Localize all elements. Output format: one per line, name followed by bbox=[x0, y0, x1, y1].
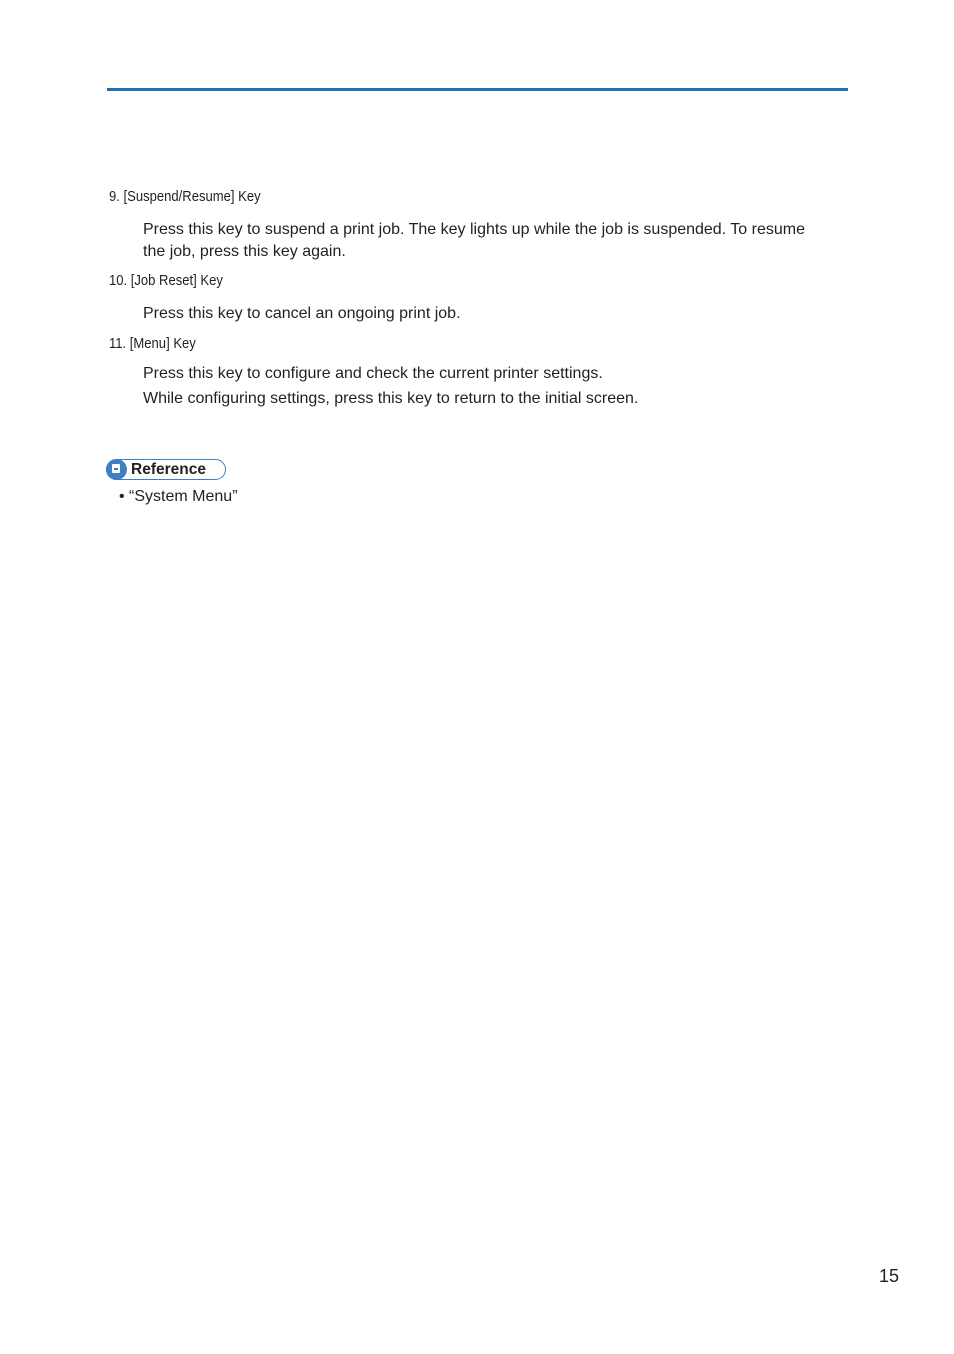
reference-document-icon bbox=[106, 459, 127, 480]
section-heading-suspend-resume: 9. [Suspend/Resume] Key bbox=[109, 189, 261, 205]
body-line: Press this key to configure and check the current printer settings. bbox=[143, 365, 603, 382]
reference-item-system-menu[interactable]: • “System Menu” bbox=[119, 488, 238, 505]
header-rule bbox=[107, 88, 848, 91]
section-body-menu bbox=[143, 361, 638, 411]
body-line: Press this key to cancel an ongoing print job. bbox=[143, 305, 461, 322]
body-line: Press this key to suspend a print job. The key lights up while the job is suspended. To resume bbox=[143, 221, 805, 238]
body-line: While configuring settings, press this key to return to the initial screen. bbox=[143, 390, 639, 407]
page-number: 15 bbox=[879, 1266, 900, 1286]
section-body-suspend-resume bbox=[143, 219, 805, 263]
section-body-job-reset bbox=[143, 303, 461, 325]
reference-label: Reference bbox=[131, 461, 206, 478]
section-heading-menu: 11. [Menu] Key bbox=[109, 336, 196, 352]
reference-badge bbox=[106, 459, 226, 480]
body-line: the job, press this key again. bbox=[143, 243, 346, 260]
section-heading-job-reset: 10. [Job Reset] Key bbox=[109, 273, 223, 289]
